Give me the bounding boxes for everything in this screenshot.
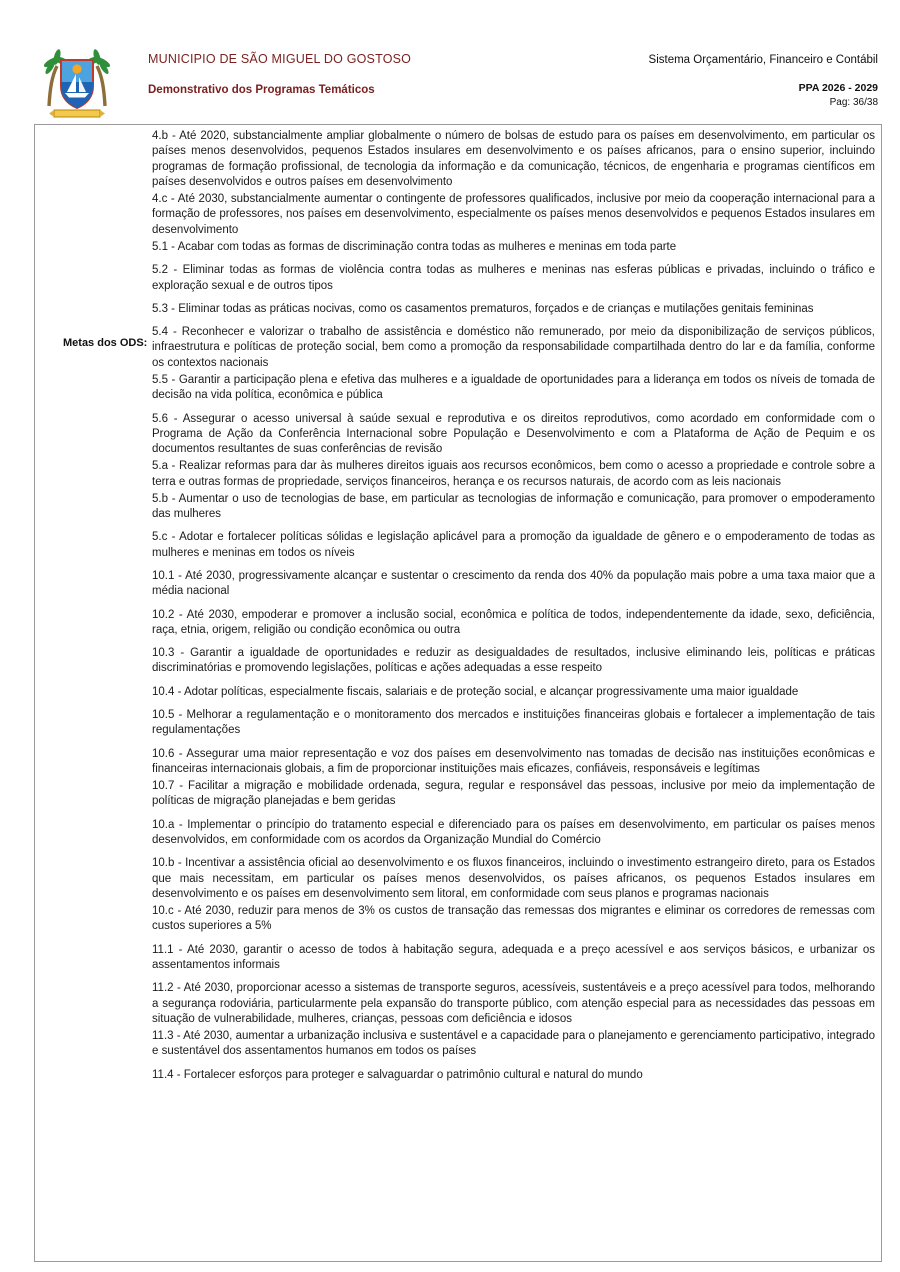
ods-target-paragraph: 10.a - Implementar o princípio do tratamento especial e diferenciado para os países em desenvolvimento, em particular os países menos desenvolvidos, em conformidade com os acordos da Organização Mundial do Comércio: [152, 818, 875, 846]
ods-target-paragraph: 10.4 - Adotar políticas, especialmente fiscais, salariais e de proteção social, e alcançar progressivamente uma maior igualdade: [152, 685, 799, 698]
ods-target-paragraph: 11.4 - Fortalecer esforços para proteger e salvaguardar o patrimônio cultural e natural do mundo: [152, 1068, 643, 1081]
ods-target-paragraph: 11.3 - Até 2030, aumentar a urbanização inclusiva e sustentável e a capacidade para o planejamento e gerenciamento participativo, integrado e sustentável dos assentamentos humanos em todos os países: [152, 1030, 875, 1058]
ods-target-paragraph: 10.2 - Até 2030, empoderar e promover a inclusão social, econômica e política de todos, independentemente da idade, sexo, deficiência, raça, etnia, origem, religião ou condição econômica ou outra: [152, 608, 875, 636]
ods-target-paragraph: 5.c - Adotar e fortalecer políticas sólidas e legislação aplicável para a promoção da igualdade de gênero e o empoderamento de todas as mulheres e meninas em todos os níveis: [152, 531, 875, 559]
municipality-crest-icon: [36, 40, 118, 124]
ods-target-paragraph: 10.6 - Assegurar uma maior representação e voz dos países em desenvolvimento nas tomadas de decisão nas instituições econômicas e financeiras internacionais globais, a fim de proporcionar instituições mais eficazes, confiáveis, responsáveis e legítimas: [152, 747, 875, 775]
ods-target-paragraph: 10.7 - Facilitar a migração e mobilidade ordenada, segura, regular e responsável das pessoas, inclusive por meio da implementação de políticas de migração planejadas e bem geridas: [152, 780, 875, 808]
ppa-period: PPA 2026 - 2029: [798, 82, 878, 94]
report-title: Demonstrativo dos Programas Temáticos: [148, 84, 375, 96]
system-name: Sistema Orçamentário, Financeiro e Contábil: [648, 54, 878, 66]
ods-target-paragraph: 5.5 - Garantir a participação plena e efetiva das mulheres e a igualdade de oportunidades para a liderança em todos os níveis de tomada de decisão na vida política, econômica e pública: [152, 373, 875, 402]
ods-target-paragraph: 5.2 - Eliminar todas as formas de violência contra todas as mulheres e meninas nas esferas públicas e privadas, incluindo o tráfico e exploração sexual e de outros tipos: [152, 264, 875, 292]
municipality-name: MUNICIPIO DE SÃO MIGUEL DO GOSTOSO: [148, 52, 412, 66]
content-box: [34, 124, 882, 1262]
ods-target-paragraph: 5.6 - Assegurar o acesso universal à saúde sexual e reprodutiva e os direitos reprodutivos, como acordado em conformidade com o Programa de Ação da Conferência Internacional sobre População e Desenvolvimento e com a Plataforma de Ação de Pequim e os documentos resultantes de suas conferências de revisão: [152, 412, 875, 456]
page-number: Pag: 36/38: [829, 97, 878, 108]
ods-target-paragraph: 10.3 - Garantir a igualdade de oportunidades e reduzir as desigualdades de resultados, inclusive eliminando leis, políticas e práticas discriminatórias e promovendo legislações, políticas e ações adequadas a esse respeito: [152, 647, 875, 675]
ods-target-paragraph: 10.c - Até 2030, reduzir para menos de 3% os custos de transação das remessas dos migrantes e eliminar os corredores de remessas com custos superiores a 5%: [152, 905, 875, 933]
ods-target-paragraph: 5.1 - Acabar com todas as formas de discriminação contra todas as mulheres e meninas em toda parte: [152, 240, 677, 253]
report-header: [0, 0, 900, 124]
ods-target-paragraph: 5.b - Aumentar o uso de tecnologias de base, em particular as tecnologias de informação e comunicação, para promover o empoderamento das mulheres: [152, 492, 875, 521]
ods-target-paragraph: 11.2 - Até 2030, proporcionar acesso a sistemas de transporte seguros, acessíveis, sustentáveis e a preço acessível para todos, melhorando a segurança rodoviária, particularmente pela expansão do transporte público, com atenção especial para as necessidades das pessoas em situação de vulnerabilidade, mulheres, crianças, pessoas com deficiência e idosos: [152, 982, 875, 1025]
ods-target-paragraph: 4.c - Até 2030, substancialmente aumentar o contingente de professores qualificados, inclusive por meio da cooperação internacional para a formação de professores, nos países em desenvolvimento, especialmente os países menos desenvolvidos e pequenos Estados insulares em desenvolvimento: [152, 193, 875, 236]
ods-goals-label: Metas dos ODS:: [63, 337, 148, 349]
ods-target-paragraph: 5.a - Realizar reformas para dar às mulheres direitos iguais aos recursos econômicos, bem como o acesso a propriedade e controle sobre a terra e outras formas de propriedade, serviços financeiros, herança e os recursos naturais, de acordo com as leis nacionais: [152, 460, 875, 488]
ods-goals-text: [152, 129, 875, 1257]
ods-target-paragraph: 10.b - Incentivar a assistência oficial ao desenvolvimento e os fluxos financeiros, incluindo o investimento estrangeiro direto, para os Estados que mais necessitam, em particular os países menos desenvolvidos, os países africanos, os pequenos Estados insulares em desenvolvimento e os países em desenvolvimento sem litoral, em conformidade com seus planos e programas nacionais: [152, 857, 875, 900]
ods-target-paragraph: 11.1 - Até 2030, garantir o acesso de todos à habitação segura, adequada e a preço acessível e aos serviços básicos, e urbanizar os assentamentos informais: [152, 943, 875, 971]
ods-target-paragraph: 4.b - Até 2020, substancialmente ampliar globalmente o número de bolsas de estudo para os países em desenvolvimento, em particular os países menos desenvolvidos, pequenos Estados insulares em desenvolvimento e os países africanos, para o ensino superior, incluindo programas de formação profissional, de tecnologia da informação e da comunicação, técnicos, de engenharia e programas científicos em países desenvolvidos e outros países em desenvolvimento: [152, 130, 875, 188]
ods-target-paragraph: 5.3 - Eliminar todas as práticas nocivas, como os casamentos prematuros, forçados e de crianças e mutilações genitais femininas: [152, 302, 814, 315]
ods-target-paragraph: 10.5 - Melhorar a regulamentação e o monitoramento dos mercados e instituições financeiras globais e fortalecer a implementação de tais regulamentações: [152, 709, 875, 737]
ods-target-paragraph: 10.1 - Até 2030, progressivamente alcançar e sustentar o crescimento da renda dos 40% da população mais pobre a uma taxa maior que a média nacional: [152, 570, 875, 598]
ods-target-paragraph: 5.4 - Reconhecer e valorizar o trabalho de assistência e doméstico não remunerado, por meio da disponibilização de serviços públicos, infraestrutura e políticas de proteção social, bem como a promoção da responsabilidade compartilhada dentro do lar e da família, conforme os contextos nacionais: [152, 326, 875, 369]
